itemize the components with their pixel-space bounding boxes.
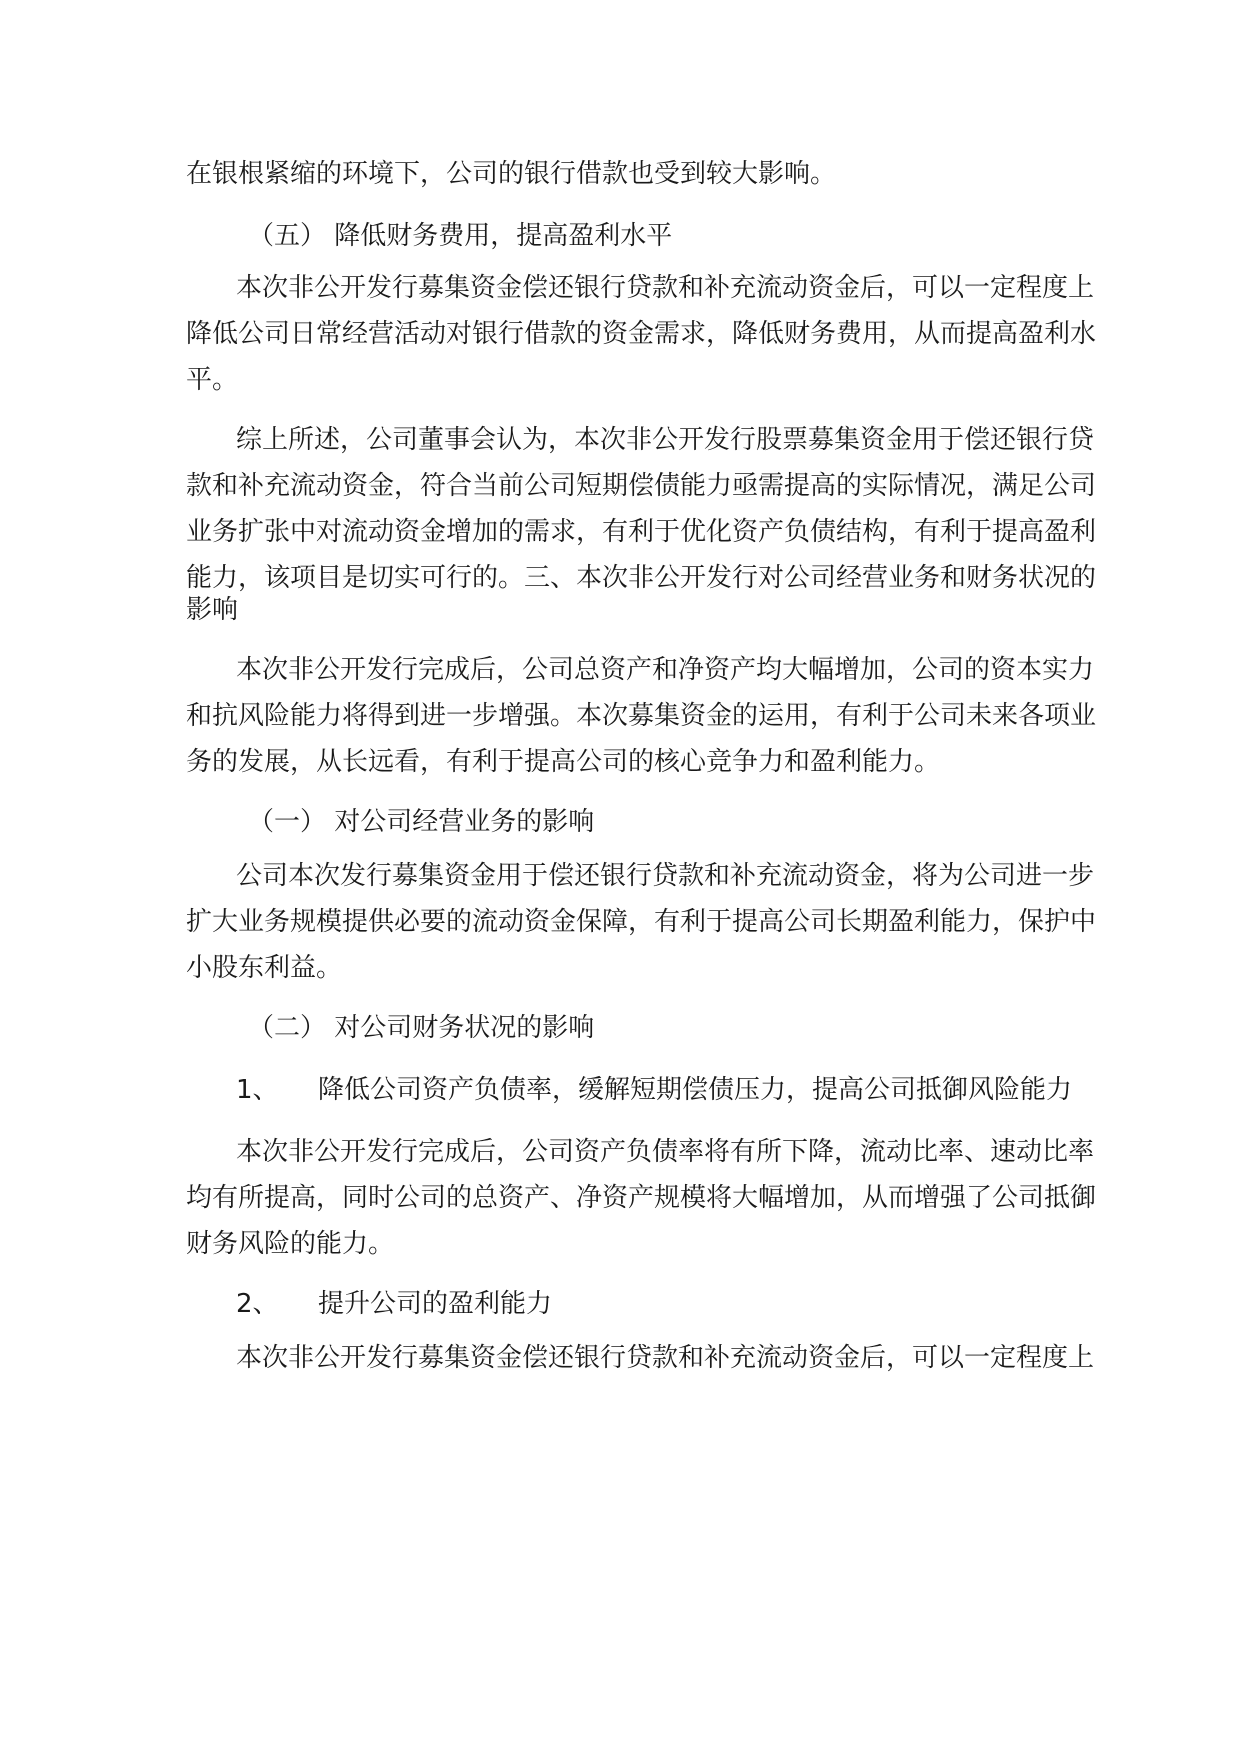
paragraph-line: 影响 xyxy=(186,595,239,625)
paragraph-line: 公司本次发行募集资金用于偿还银行贷款和补充流动资金，将为公司进一步 xyxy=(236,861,1095,891)
paragraph-line: 平。 xyxy=(186,365,239,395)
paragraph-line: 款和补充流动资金，符合当前公司短期偿债能力亟需提高的实际情况，满足公司 xyxy=(186,471,1097,501)
item-text: 降低公司资产负债率，缓解短期偿债压力，提高公司抵御风险能力 xyxy=(318,1075,1073,1105)
paragraph-line: 降低公司日常经营活动对银行借款的资金需求，降低财务费用，从而提高盈利水 xyxy=(186,319,1097,349)
section-heading: （五） 降低财务费用，提高盈利水平 xyxy=(248,221,673,251)
paragraph-line: 财务风险的能力。 xyxy=(186,1229,395,1259)
paragraph-line: 扩大业务规模提供必要的流动资金保障，有利于提高公司长期盈利能力，保护中 xyxy=(186,907,1097,937)
paragraph-line: 综上所述，公司董事会认为，本次非公开发行股票募集资金用于偿还银行贷 xyxy=(236,425,1095,455)
item-text: 提升公司的盈利能力 xyxy=(318,1289,553,1319)
section-heading: （一） 对公司经营业务的影响 xyxy=(248,807,595,837)
paragraph-line: 和抗风险能力将得到进一步增强。本次募集资金的运用，有利于公司未来各项业 xyxy=(186,701,1097,731)
section-heading: （二） 对公司财务状况的影响 xyxy=(248,1013,595,1043)
paragraph-line: 小股东利益。 xyxy=(186,953,343,983)
paragraph-line: 本次非公开发行募集资金偿还银行贷款和补充流动资金后，可以一定程度上 xyxy=(236,273,1095,303)
paragraph-line: 务的发展，从长远看，有利于提高公司的核心竞争力和盈利能力。 xyxy=(186,747,941,777)
paragraph-line: 在银根紧缩的环境下，公司的银行借款也受到较大影响。 xyxy=(186,159,837,189)
paragraph-line: 业务扩张中对流动资金增加的需求，有利于优化资产负债结构，有利于提高盈利 xyxy=(186,517,1097,547)
paragraph-line: 本次非公开发行完成后，公司资产负债率将有所下降，流动比率、速动比率 xyxy=(236,1137,1095,1167)
paragraph-line: 能力，该项目是切实可行的。三、本次非公开发行对公司经营业务和财务状况的 xyxy=(186,563,1097,593)
item-number: 2、 xyxy=(236,1289,279,1319)
item-number: 1、 xyxy=(236,1075,279,1105)
paragraph-line: 本次非公开发行完成后，公司总资产和净资产均大幅增加，公司的资本实力 xyxy=(236,655,1095,685)
paragraph-line: 均有所提高，同时公司的总资产、净资产规模将大幅增加，从而增强了公司抵御 xyxy=(186,1183,1097,1213)
paragraph-line: 本次非公开发行募集资金偿还银行贷款和补充流动资金后，可以一定程度上 xyxy=(236,1343,1095,1373)
